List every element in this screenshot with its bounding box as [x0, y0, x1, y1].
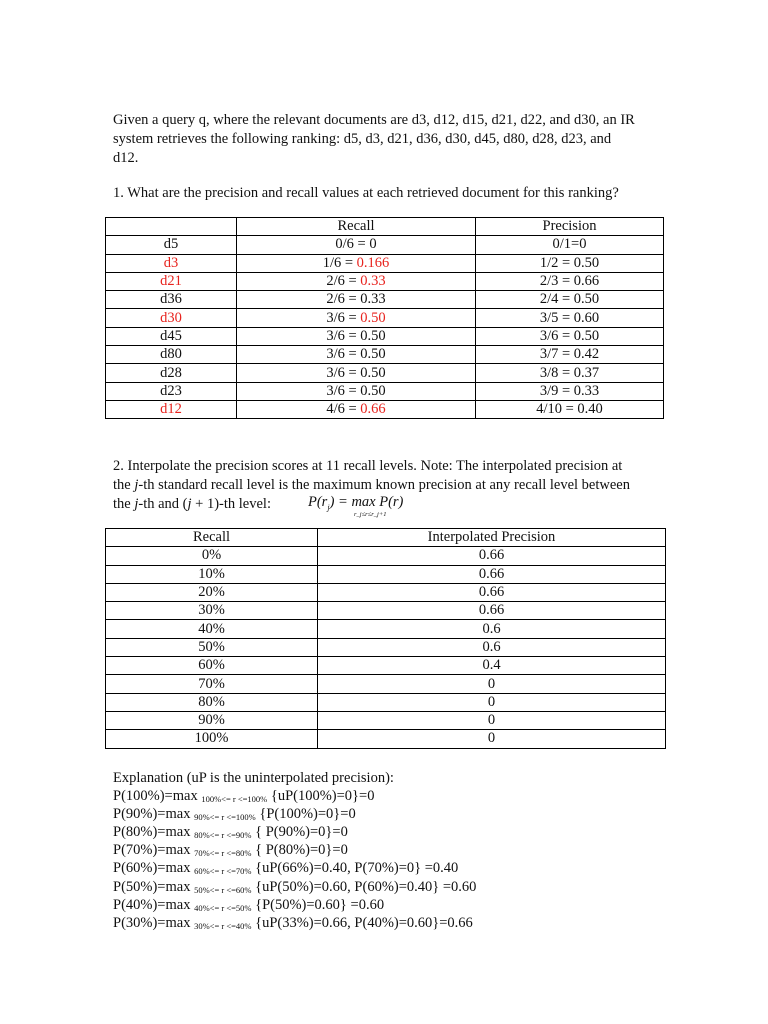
interpolated-precision-cell: 0.66: [318, 547, 666, 565]
doc-cell: d30: [106, 309, 237, 327]
question-1: 1. What are the precision and recall values at each retrieved document for this ranking?: [113, 185, 619, 201]
precision-cell: 2/3 = 0.66: [476, 272, 664, 290]
table-header-row: [106, 218, 664, 236]
recall-cell: [237, 346, 476, 364]
table-header-row: [106, 529, 666, 547]
interpolated-precision-cell: 0.4: [318, 657, 666, 675]
table-row: [106, 583, 666, 601]
table-row: [106, 272, 664, 290]
explanation-line: P(50%)=max $_{50\%<= r <=60\%}$ {uP(50%)=0.60, P(60%)=0.40} =0.60: [113, 878, 477, 895]
table-row: [106, 638, 666, 656]
question-2-line: the j-th and (j + 1)-th level:: [113, 496, 271, 512]
recall-level-cell: 0%: [106, 547, 318, 565]
recall-cell: [237, 236, 476, 254]
recall-level-cell: 50%: [106, 638, 318, 656]
recall-fraction: 3/6 = 0.50: [326, 364, 386, 381]
header-cell: Interpolated Precision: [318, 529, 666, 547]
intro-line: d12.: [113, 150, 139, 166]
precision-cell: 3/6 = 0.50: [476, 327, 664, 345]
table-row: [106, 346, 664, 364]
recall-level-cell: 90%: [106, 711, 318, 729]
explanation-line: P(90%)=max $_{90\%<= r <=100\%}$ {P(100%)=0}=0: [113, 806, 356, 823]
precision-cell: 2/4 = 0.50: [476, 291, 664, 309]
recall-value: 0.166: [356, 254, 390, 271]
header-cell: Recall: [237, 218, 476, 236]
recall-value: 0.50: [360, 309, 386, 326]
table-row: [106, 254, 664, 272]
table-row: [106, 547, 666, 565]
interpolated-precision-table: [105, 528, 666, 749]
table-row: [106, 602, 666, 620]
recall-fraction: 1/6 =: [322, 254, 357, 271]
recall-level-cell: 100%: [106, 730, 318, 748]
interpolated-precision-cell: 0: [318, 730, 666, 748]
recall-fraction: 3/6 =: [326, 309, 361, 326]
question-2-line: 2. Interpolate the precision scores at 11 recall levels. Note: The interpolated precision at: [113, 458, 623, 474]
doc-cell: d5: [106, 236, 237, 254]
recall-fraction: 4/6 =: [326, 401, 361, 418]
recall-cell: [237, 291, 476, 309]
recall-level-cell: 10%: [106, 565, 318, 583]
recall-fraction: 3/6 = 0.50: [326, 327, 386, 344]
table-row: [106, 657, 666, 675]
explanation: [113, 769, 713, 932]
header-cell: [106, 218, 237, 236]
doc-cell: d36: [106, 291, 237, 309]
precision-cell: 3/7 = 0.42: [476, 346, 664, 364]
doc-cell: d3: [106, 254, 237, 272]
recall-fraction: 2/6 =: [326, 273, 361, 290]
table-row: [106, 400, 664, 418]
intro-line: Given a query q, where the relevant documents are d3, d12, d15, d21, d22, and d30, an IR: [113, 112, 635, 128]
header-cell: Precision: [476, 218, 664, 236]
table-row: [106, 327, 664, 345]
formula-main: $P(r_j) = \max P(r)$: [308, 494, 404, 512]
precision-cell: 3/9 = 0.33: [476, 382, 664, 400]
recall-cell: [237, 382, 476, 400]
precision-cell: 3/5 = 0.60: [476, 309, 664, 327]
doc-cell: d28: [106, 364, 237, 382]
recall-level-cell: 20%: [106, 583, 318, 601]
interpolation-formula: [308, 494, 408, 524]
explanation-line: P(60%)=max $_{60\%<= r <=70\%}$ {uP(66%)=0.40, P(70%)=0} =0.40: [113, 860, 459, 877]
table-row: [106, 364, 664, 382]
interpolated-precision-cell: 0: [318, 675, 666, 693]
recall-level-cell: 80%: [106, 693, 318, 711]
interpolated-precision-cell: 0.66: [318, 565, 666, 583]
recall-level-cell: 60%: [106, 657, 318, 675]
interpolated-precision-cell: 0: [318, 693, 666, 711]
doc-cell: d12: [106, 400, 237, 418]
interpolated-precision-cell: 0.66: [318, 583, 666, 601]
recall-value: 0.66: [360, 401, 386, 418]
table-row: [106, 675, 666, 693]
recall-level-cell: 40%: [106, 620, 318, 638]
recall-level-cell: 30%: [106, 602, 318, 620]
precision-cell: 0/1=0: [476, 236, 664, 254]
recall-fraction: 3/6 = 0.50: [326, 382, 386, 399]
doc-cell: d80: [106, 346, 237, 364]
formula-subscript: r_j≤r≤r_j+1: [354, 511, 387, 518]
interpolated-precision-cell: 0.6: [318, 620, 666, 638]
explanation-title: Explanation (uP is the uninterpolated precision):: [113, 770, 394, 786]
header-cell: Recall: [106, 529, 318, 547]
table-row: [106, 291, 664, 309]
recall-cell: [237, 254, 476, 272]
doc-cell: d21: [106, 272, 237, 290]
explanation-line: P(40%)=max $_{40\%<= r <=50\%}$ {P(50%)=0.60} =0.60: [113, 896, 385, 913]
table-row: [106, 711, 666, 729]
table-row: [106, 620, 666, 638]
recall-cell: [237, 364, 476, 382]
precision-cell: 1/2 = 0.50: [476, 254, 664, 272]
recall-cell: [237, 400, 476, 418]
precision-recall-table: [105, 217, 664, 419]
intro-line: system retrieves the following ranking: d5, d3, d21, d36, d30, d45, d80, d28, d23, and: [113, 131, 612, 147]
table-row: [106, 309, 664, 327]
explanation-line: P(100%)=max $_{100\%<= r <=100\%}$ {uP(100%)=0}=0: [113, 788, 375, 805]
table-row: [106, 236, 664, 254]
recall-value: 0.33: [360, 273, 386, 290]
interpolated-precision-cell: 0.6: [318, 638, 666, 656]
table-row: [106, 693, 666, 711]
recall-cell: [237, 327, 476, 345]
doc-cell: d23: [106, 382, 237, 400]
recall-cell: [237, 309, 476, 327]
table-row: [106, 565, 666, 583]
interpolated-precision-cell: 0.66: [318, 602, 666, 620]
explanation-line: P(70%)=max $_{70\%<= r <=80\%}$ { P(80%)=0}=0: [113, 842, 348, 859]
explanation-line: P(30%)=max $_{30\%<= r <=40\%}$ {uP(33%)=0.66, P(40%)=0.60}=0.66: [113, 914, 473, 931]
recall-fraction: 2/6 = 0.33: [326, 291, 386, 308]
interpolated-precision-cell: 0: [318, 711, 666, 729]
table-row: [106, 382, 664, 400]
question-2-line: the j-th standard recall level is the maximum known precision at any recall level between: [113, 477, 630, 493]
recall-cell: [237, 272, 476, 290]
table-row: [106, 730, 666, 748]
recall-level-cell: 70%: [106, 675, 318, 693]
recall-fraction: 3/6 = 0.50: [326, 346, 386, 363]
recall-fraction: 0/6 = 0: [335, 236, 377, 253]
precision-cell: 4/10 = 0.40: [476, 400, 664, 418]
doc-cell: d45: [106, 327, 237, 345]
precision-cell: 3/8 = 0.37: [476, 364, 664, 382]
intro-paragraph: [113, 111, 673, 168]
explanation-line: P(80%)=max $_{80\%<= r <=90\%}$ { P(90%)=0}=0: [113, 824, 348, 841]
